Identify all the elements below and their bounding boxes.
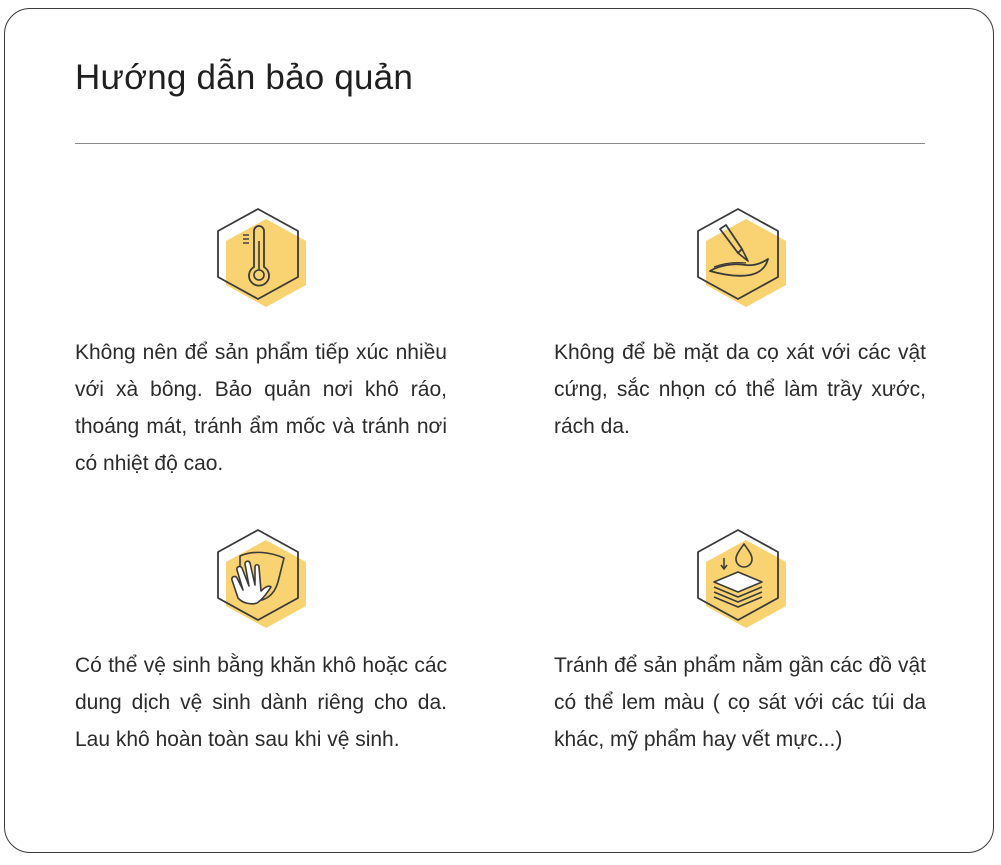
hand-wiping-cloth-icon	[210, 526, 310, 634]
thermometer-icon	[210, 205, 310, 313]
knife-cutting-leather-icon	[690, 205, 790, 313]
page-title: Hướng dẫn bảo quản	[75, 58, 414, 97]
water-drop-layers-icon	[690, 526, 790, 634]
care-tip-scratch: Không để bề mặt da cọ xát với các vật cứng, sắc nhọn có thể làm trầy xước, rách da.	[554, 341, 926, 438]
care-tip-heat: Không nên để sản phẩm tiếp xúc nhiều với xà bông. Bảo quản nơi khô ráo, thoáng mát, tránh ẩm mốc và tránh nơi có nhiệt độ cao.	[75, 341, 447, 475]
care-tip-color-transfer: Tránh để sản phẩm nằm gần các đồ vật có thể lem màu ( cọ sát với các túi da khác, mỹ phẩm hay vết mực...)	[554, 654, 926, 751]
title-divider	[75, 143, 925, 144]
care-tip-cleaning: Có thể vệ sinh bằng khăn khô hoặc các dung dịch vệ sinh dành riêng cho da. Lau khô hoàn toàn sau khi vệ sinh.	[75, 654, 447, 751]
